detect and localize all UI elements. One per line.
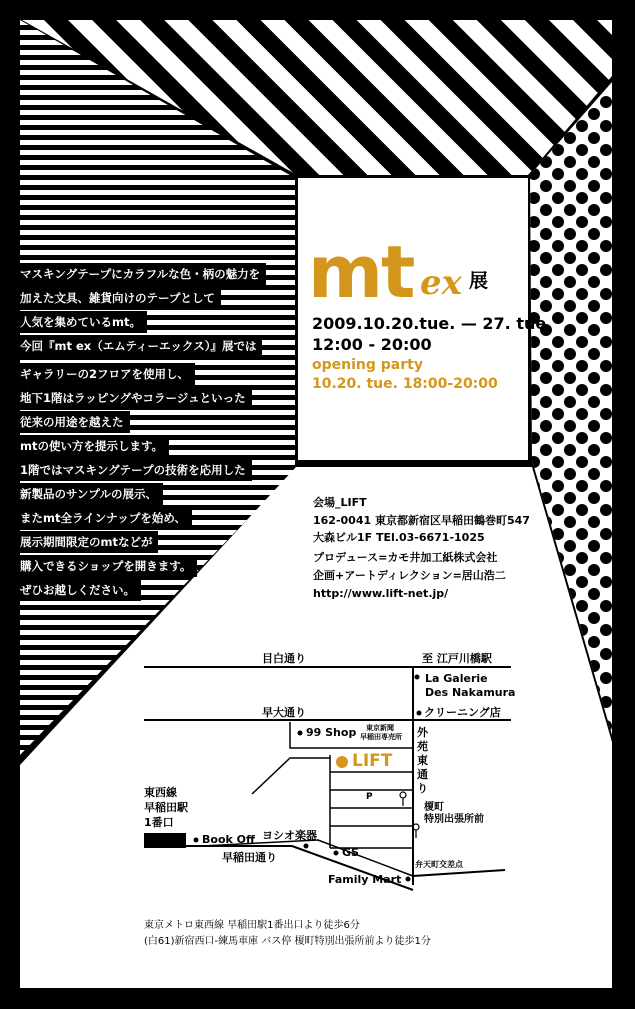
map-label-bookoff: Book Off (202, 833, 255, 846)
lead-text-line: 展示期間限定のmtなどが (14, 531, 158, 553)
map-label-familymart: Family Mart (328, 873, 402, 886)
lead-text-line: 今回『mt ex（エムティーエックス）』展では (14, 335, 262, 357)
map-label-mejiro: 目白通り (262, 652, 306, 665)
event-hours: 12:00 - 20:00 (312, 335, 432, 354)
map-label-enoki: 榎町 (424, 802, 444, 813)
venue-building: 大森ビル1F TEl.03-6671-1025 (313, 531, 485, 544)
map-label-gs: GS (342, 846, 359, 859)
map-label-lift: LIFT (352, 751, 393, 771)
map-label-sodai: 早大通り (262, 706, 306, 719)
lead-text-line: マスキングテープにカラフルな色・柄の魅力を (14, 263, 266, 285)
map-label-station: 1番口 (144, 816, 174, 829)
map-label-enoki: 特別出張所前 (424, 814, 484, 825)
lead-text-line: 加えた文具、雑貨向けのテープとして (14, 287, 221, 309)
opening-party-label: opening party (312, 357, 423, 373)
produce-credit: プロデュース=カモ井加工紙株式会社 (313, 551, 498, 564)
logo-ex: ex (420, 263, 462, 303)
map-label-parking: P (366, 792, 373, 802)
lead-text-line: 購入できるショップを開きます。 (14, 555, 197, 577)
event-dates: 2009.10.20.tue. — 27. tue. (312, 314, 553, 333)
lead-text-line: 地下1階はラッピングやコラージュといった (14, 387, 252, 409)
map-label-tokyo-shinbun: 東京新聞 (366, 724, 394, 732)
venue-address: 162-0041 東京都新宿区早稲田鶴巻町547 (313, 514, 530, 527)
lead-text-line: またmt全ラインナップを始め、 (14, 507, 192, 529)
map-label-tokyo-shinbun: 早稲田専売所 (360, 733, 402, 741)
lead-text-line: ギャラリーの2フロアを使用し、 (14, 363, 195, 385)
map-label-edogawa: 至 江戸川橋駅 (422, 652, 492, 665)
map-label-station: 早稲田駅 (144, 801, 188, 814)
venue-name: 会場_LIFT (313, 496, 367, 509)
lead-text-line: 人気を集めているmt。 (14, 311, 147, 333)
map-label-gaien: 東 (417, 754, 428, 767)
map-label-benten: 弁天町交差点 (415, 860, 463, 869)
map-label-galerie: La Galerie (425, 672, 488, 685)
lead-text-line: mtの使い方を提示します。 (14, 435, 169, 457)
access-note: 東京メトロ東西線 早稲田駅1番出口より徒歩6分 (144, 920, 360, 931)
map-label-waseda-dori: 早稲田通り (222, 851, 277, 864)
logo-suffix: 展 (469, 270, 489, 292)
venue-url[interactable]: http://www.lift-net.jp/ (313, 587, 449, 600)
map-label-yoshio: ヨシオ楽器 (262, 829, 317, 842)
lead-text-line: 新製品のサンプルの展示、 (14, 483, 163, 505)
map-label-99shop: 99 Shop (306, 726, 357, 739)
map-label-station: 東西線 (144, 786, 177, 799)
direction-credit: 企画+アートディレクション=居山浩二 (313, 569, 506, 582)
lead-text-line: 1階ではマスキングテープの技術を応用した (14, 459, 252, 481)
opening-party-time: 10.20. tue. 18:00-20:00 (312, 376, 498, 392)
map-label-gaien: 外 (417, 726, 428, 739)
map-label-gaien: 苑 (417, 740, 428, 753)
map-label-gaien: 通 (417, 768, 428, 781)
map-label-galerie: Des Nakamura (425, 686, 516, 699)
map-label-gaien: り (417, 782, 428, 795)
lead-text-line: ぜひお越しください。 (14, 579, 141, 601)
logo-mt: mt (308, 230, 414, 314)
map-label-cleaning: クリーニング店 (424, 706, 501, 719)
lead-text-line: 従来の用途を越えた (14, 411, 130, 433)
access-note: (白61)新宿西口-練馬車庫 バス停 榎町特別出張所前より徒歩1分 (144, 936, 431, 947)
